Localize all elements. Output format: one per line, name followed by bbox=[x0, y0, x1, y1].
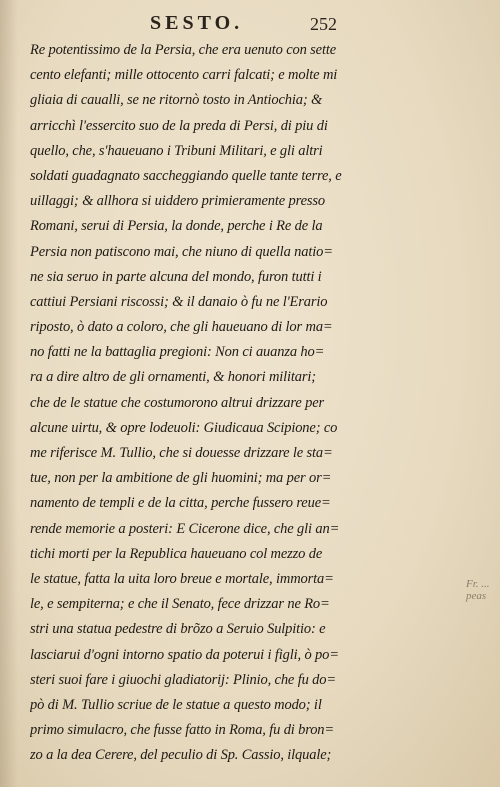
text-line: quello, che, s'haueuano i Tribuni Militari, e gli altri bbox=[30, 142, 323, 159]
text-line: Persia non patiscono mai, che niuno di quella natio= bbox=[30, 243, 333, 260]
text-line: le statue, fatta la uita loro breue e mortale, immorta= bbox=[30, 570, 334, 587]
text-line: me riferisce M. Tullio, che si douesse drizzare le sta= bbox=[30, 445, 333, 461]
text-line: Re potentissimo de la Persia, che era uenuto con sette bbox=[30, 42, 336, 58]
text-line: alcune uirtu, & opre lodeuoli: Giudicaua Scipione; co bbox=[30, 419, 338, 436]
text-line: uillaggi; & allhora si uiddero primieramente presso bbox=[30, 193, 325, 210]
text-line: ne sia seruo in parte alcuna del mondo, furon tutti i bbox=[30, 268, 322, 285]
page-number: 252 bbox=[310, 14, 337, 34]
text-line: pò di M. Tullio scriue de le statue a questo modo; il bbox=[30, 696, 322, 713]
text-line: le, e sempiterna; e che il Senato, fece drizzar ne Ro= bbox=[30, 596, 330, 613]
running-title: SESTO. bbox=[150, 12, 244, 34]
body-text bbox=[30, 38, 470, 768]
text-line: cattiui Persiani riscossi; & il danaio ò fu ne l'Erario bbox=[30, 293, 328, 310]
text-line: arricchì l'essercito suo de la preda di Persi, di piu di bbox=[30, 117, 328, 134]
text-line: riposto, ò dato a coloro, che gli haueuano di lor ma= bbox=[30, 319, 333, 336]
text-line: lasciarui d'ogni intorno spatio da poterui i figli, ò po= bbox=[30, 646, 339, 663]
text-line: zo a la dea Cerere, del peculio di Sp. Cassio, ilquale; bbox=[30, 747, 332, 764]
text-line: rende memorie a posteri: E Cicerone dice, che gli an= bbox=[30, 520, 340, 537]
text-line: steri suoi fare i giuochi gladiatorij: Plinio, che fu do= bbox=[30, 671, 336, 688]
text-line: stri una statua pedestre di brõzo a Seruio Sulpitio: e bbox=[30, 621, 326, 638]
margin-note: Fr. ... peas bbox=[466, 578, 490, 602]
text-line: gliaia di caualli, se ne ritornò tosto in Antiochia; & bbox=[30, 92, 323, 109]
text-line: tichi morti per la Republica haueuano col mezzo de bbox=[30, 545, 323, 562]
text-line: namento de templi e de la citta, perche fussero reue= bbox=[30, 495, 331, 512]
text-line: soldati guadagnato saccheggiando quelle tante terre, e bbox=[30, 167, 342, 184]
text-line: primo simulacro, che fusse fatto in Roma, fu di bron= bbox=[30, 722, 335, 739]
text-line: ra a dire altro de gli ornamenti, & honori militari; bbox=[30, 369, 316, 386]
text-line: cento elefanti; mille ottocento carri falcati; e molte mi bbox=[30, 67, 338, 84]
text-line: tue, non per la ambitione de gli huomini; ma per or= bbox=[30, 470, 332, 487]
text-line: Romani, serui di Persia, la donde, perche i Re de la bbox=[30, 218, 323, 235]
gutter-shadow bbox=[0, 0, 18, 787]
text-line: no fatti ne la battaglia pregioni: Non ci auanza ho= bbox=[30, 344, 325, 361]
text-line: che de le statue che costumorono altrui drizzare per bbox=[30, 394, 324, 411]
